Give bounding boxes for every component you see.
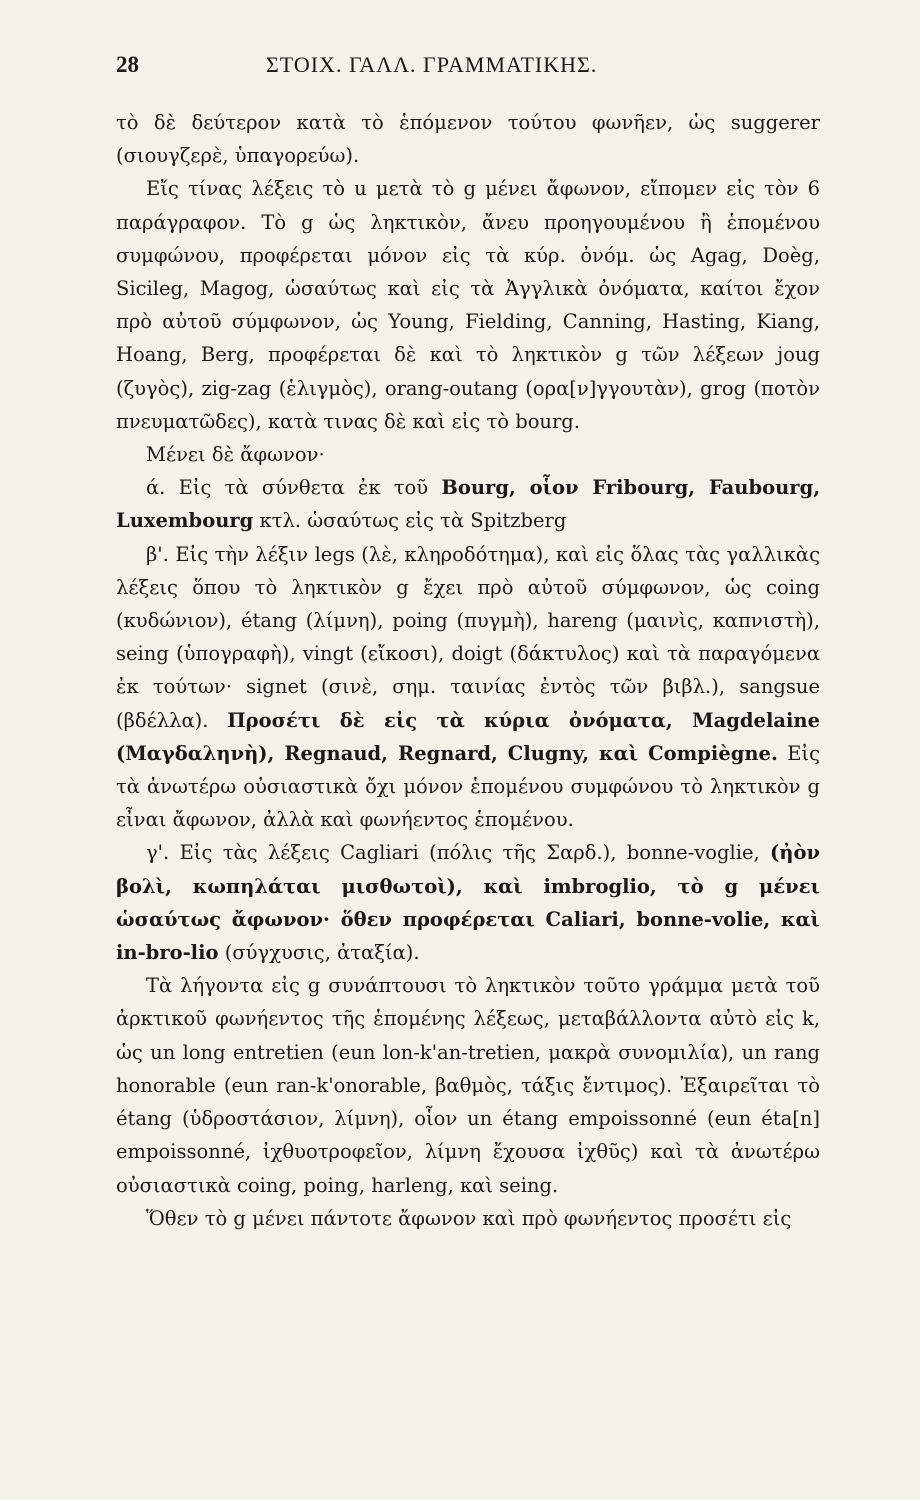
page-body	[116, 106, 820, 1235]
running-title: ΣΤΟΙΧ. ΓΑΛΛ. ΓΡΑΜΜΑΤΙΚΗΣ.	[266, 52, 598, 77]
item-c-label: γ'.	[146, 841, 170, 865]
item-b-label: β'.	[146, 542, 169, 566]
paragraph-liaison: Τὰ λήγοντα εἰς g συνάπτουσι τὸ ληκτικὸν τοῦτο γράμμα μετὰ τοῦ ἀρκτικοῦ φωνήεντος τῆς ἑπομένης λέξεως, μεταβάλλοντα αὐτὸ εἰς k, ὡς un long entretien (eun lon-k'an-tretien, μακρὰ συνομιλία), un rang honorable (eun ran-k'onorable, βαθμὸς, τάξις ἔντιμος). Ἐξαιρεῖται τὸ étang (ὑδροστάσιον, λίμνη), οἷον un étang empoissonné (eun éta[n] empoissonné, ἰχθυοτροφεῖον, λίμνη ἔχουσα ἰχθῦς) καὶ τὰ ἀνωτέρω οὐσιαστικὰ coing, poing, harleng, καὶ seing.	[116, 974, 820, 1197]
item-a-lead: Εἰς τὰ σύνθετα ἐκ τοῦ	[178, 476, 429, 500]
paragraph-silent-u: Εἴς τίνας λέξεις τὸ u μετὰ τὸ g μένει ἄφωνον, εἴπομεν εἰς τὸν 6 παράγραφον. Τὸ g ὡς ληκτικὸν, ἄνευ προηγουμένου ἢ ἑπομένου συμφώνου, προφέρεται μόνον εἰς τὰ κύρ. ὀνόμ. ὡς Agag, Doèg, Sicileg, Magog, ὡσαύτως καὶ εἰς τὰ Ἀγγλικὰ ὀνόματα, καίτοι ἔχον πρὸ αὐτοῦ σύμφωνον, ὡς Young, Fielding, Canning, Hasting, Kiang, Hoang, Berg, προφέρεται δὲ καὶ τὸ ληκτικὸν g τῶν λέξεων joug (ζυγὸς), zig-zag (ἑλιγμὸς), orang-outang (ορα[ν]γγουτὰν), grog (ποτὸν πνευματῶδες), κατὰ τινας δὲ καὶ εἰς τὸ bourg.	[116, 177, 820, 433]
paragraph-final: Ὅθεν τὸ g μένει πάντοτε ἄφωνον καὶ πρὸ φωνήεντος προσέτι εἰς	[146, 1206, 792, 1230]
page-header	[116, 52, 820, 92]
item-a-bold: Bourg, οἷον Fribourg, Faubourg, Luxembourg	[116, 476, 821, 533]
item-c-rest: (σύγχυσις, ἀταξία).	[224, 941, 420, 965]
item-c-bold: (ἠὸν βολὶ, κωπηλάται μισθωτοὶ), καὶ imbroglio, τὸ g μένει ὡσαύτως ἄφωνον· ὅθεν προφέρεται Caliari, bonne-volie, καὶ in-bro-lio	[116, 841, 820, 965]
list-item-b	[116, 538, 820, 837]
item-c-lead: Εἰς τὰς λέξεις Cagliari (πόλις τῆς Σαρδ.), bonne-voglie,	[179, 841, 760, 865]
page-number: 28	[116, 52, 139, 77]
paragraph-silent-intro: Μένει δὲ ἄφωνον·	[146, 443, 325, 467]
item-a-label: ά.	[146, 476, 166, 500]
list-item-c	[116, 836, 820, 969]
paragraph-continuation: τὸ δὲ δεύτερον κατὰ τὸ ἑπόμενον τούτου φωνῆεν, ὡς suggerer (σιουγζερὲ, ὑπαγορεύω).	[116, 111, 820, 168]
item-a-rest: κτλ. ὡσαύτως εἰς τὰ Spitzberg	[259, 509, 567, 533]
item-b-bold: Προσέτι δὲ εἰς τὰ κύρια ὀνόματα, Magdelaine (Μαγδαληνὴ), Regnaud, Regnard, Clugny, καὶ Compiègne.	[116, 708, 820, 765]
list-item-a	[116, 471, 820, 537]
item-b-text: Εἰς τὴν λέξιν legs (λὲ, κληροδότημα), καὶ εἰς ὅλας τὰς γαλλικὰς λέξεις ὅπου τὸ ληκτικὸν g ἔχει πρὸ αὐτοῦ σύμφωνον, ὡς coing (κυδώνιον), étang (λίμνη), poing (πυγμὴ), hareng (μαινὶς, καπνιστὴ), seing (ὑπογραφὴ), vingt (εἴκοσι), doigt (δάκτυλος) καὶ τὰ παραγόμενα ἐκ τούτων· signet (σινὲ, σημ. ταινίας ἐντὸς τῶν βιβλ.), sangsue (βδέλλα).	[116, 542, 820, 732]
item-b-end: Εἰς τὰ ἀνωτέρω οὐσιαστικὰ ὄχι μόνον ἑπομένου συμφώνου τὸ ληκτικὸν g εἶναι ἄφωνον, ἀλλὰ καὶ φωνήεντος ἑπομένου.	[116, 741, 820, 832]
